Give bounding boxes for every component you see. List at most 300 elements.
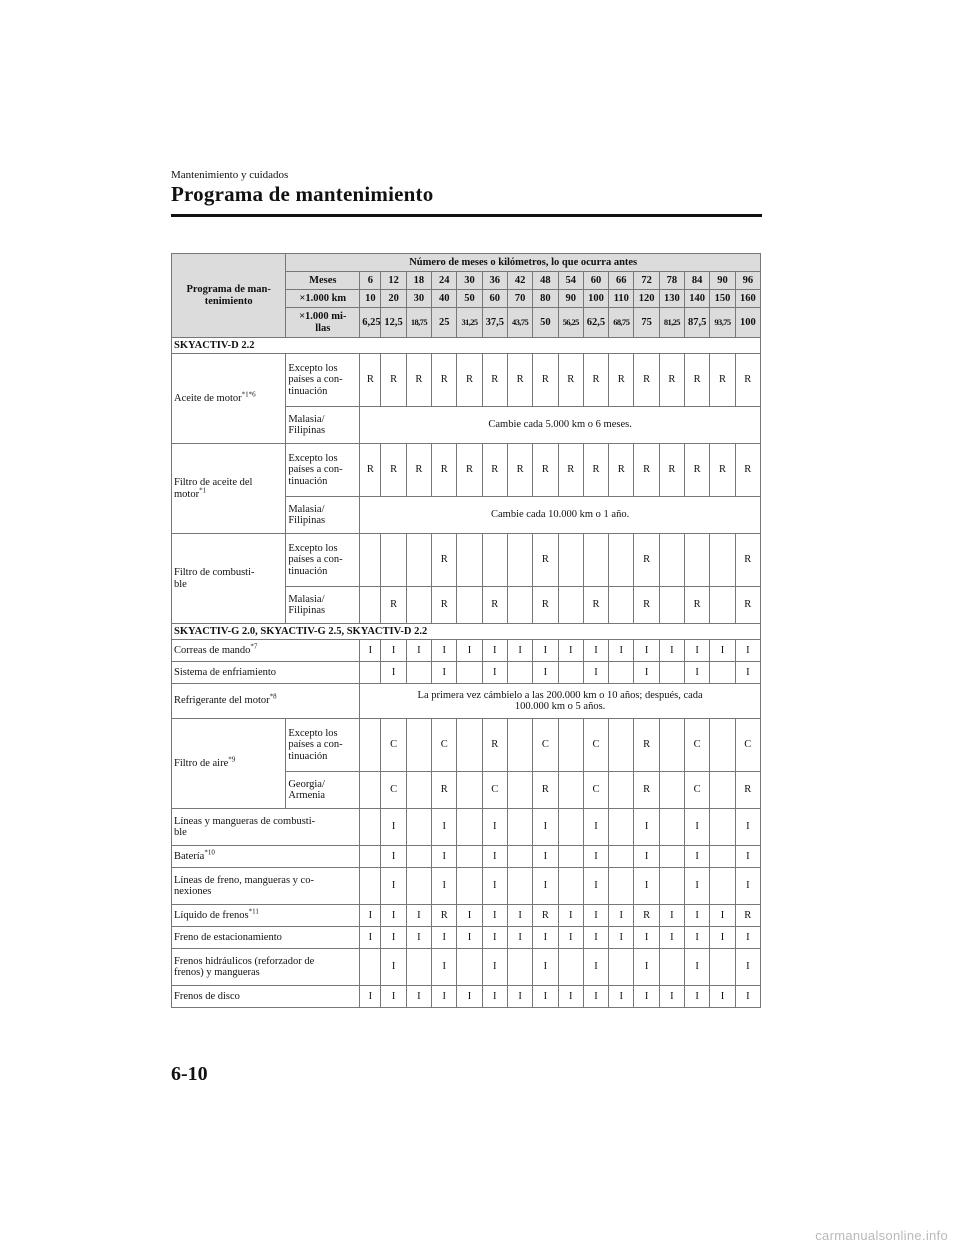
interval-cell: C [583,772,608,809]
interval-cell [558,719,583,772]
interval-cell: I [583,905,608,927]
interval-cell: I [659,927,684,949]
interval-cell [710,846,735,868]
row-label-correas: Correas de mando$^{*7}$ [172,640,360,662]
interval-cell: 56,25 [558,308,583,338]
interval-cell [558,587,583,624]
interval-cell: R [507,444,532,497]
interval-cell: I [533,809,558,846]
interval-cell [558,949,583,986]
row-label-bateria: Batería$^{*10}$ [172,846,360,868]
interval-cell: 30 [406,290,431,308]
interval-cell [659,868,684,905]
maintenance-schedule-table [171,253,761,1008]
interval-cell: I [583,868,608,905]
interval-cell: 72 [634,272,659,290]
interval-cell: R [381,354,406,407]
sub-excepto: Excepto los países a con- tinuación [286,719,360,772]
interval-cell [558,846,583,868]
interval-cell [558,662,583,684]
interval-cell [609,846,634,868]
interval-cell: I [735,868,760,905]
interval-cell: 90 [710,272,735,290]
interval-cell [482,534,507,587]
interval-cell [406,809,431,846]
interval-cell: I [533,640,558,662]
interval-cell: I [634,868,659,905]
interval-cell: R [710,444,735,497]
row-label-freno-estacionamiento: Freno de estacionamiento [172,927,360,949]
interval-cell [710,868,735,905]
interval-cell: I [360,640,381,662]
interval-cell: I [634,927,659,949]
row-label-refrigerante: Refrigerante del motor$^{*8}$ [172,684,360,719]
interval-cell [710,719,735,772]
interval-cell [507,534,532,587]
interval-cell: 150 [710,290,735,308]
row-label-filtro-combustible: Filtro de combusti- ble [172,534,286,624]
interval-cell: I [432,927,457,949]
meses-label: Meses [286,272,360,290]
interval-cell: R [533,534,558,587]
interval-cell: I [482,662,507,684]
interval-cell: R [583,444,608,497]
interval-cell [659,662,684,684]
interval-cell: 43,75 [507,308,532,338]
interval-cell: 10 [360,290,381,308]
interval-cell [507,719,532,772]
aceite-malasia-note: Cambie cada 5.000 km o 6 meses. [360,407,761,444]
interval-cell: I [735,949,760,986]
interval-cell: R [432,534,457,587]
interval-cell: R [735,587,760,624]
interval-cell: I [634,809,659,846]
interval-cell [360,662,381,684]
interval-cell: I [710,986,735,1008]
interval-cell: I [360,986,381,1008]
interval-cell [659,846,684,868]
interval-cell [360,809,381,846]
interval-cell [710,534,735,587]
interval-cell [360,534,381,587]
interval-cell [360,719,381,772]
section-header: Mantenimiento y cuidados [171,169,289,181]
interval-cell [507,868,532,905]
interval-cell [659,949,684,986]
interval-cell: I [558,640,583,662]
sub-excepto: Excepto los países a con- tinuación [286,354,360,407]
interval-cell: C [735,719,760,772]
interval-cell: I [533,868,558,905]
interval-cell: I [685,949,710,986]
interval-cell: 96 [735,272,760,290]
interval-cell [507,587,532,624]
interval-cell: R [360,444,381,497]
interval-cell: R [482,719,507,772]
interval-cell: C [482,772,507,809]
sub-malasia: Malasia/ Filipinas [286,407,360,444]
interval-cell [457,846,482,868]
interval-cell: R [558,444,583,497]
interval-cell: I [432,640,457,662]
interval-cell [457,868,482,905]
interval-cell [710,809,735,846]
interval-cell: 24 [432,272,457,290]
interval-cell: I [381,809,406,846]
interval-cell: I [710,927,735,949]
interval-cell: I [482,986,507,1008]
interval-cell: R [583,354,608,407]
interval-cell: I [482,640,507,662]
interval-cell: R [432,905,457,927]
interval-cell: 60 [583,272,608,290]
interval-cell: I [583,986,608,1008]
interval-cell: I [685,640,710,662]
interval-cell: C [381,719,406,772]
interval-cell: I [735,809,760,846]
interval-cell: I [533,986,558,1008]
interval-cell [406,662,431,684]
corner-header: Programa de man- tenimiento [172,254,286,338]
interval-cell [360,868,381,905]
interval-cell [685,534,710,587]
interval-cell: I [432,868,457,905]
interval-cell: R [558,354,583,407]
interval-cell: 87,5 [685,308,710,338]
sub-excepto: Excepto los países a con- tinuación [286,534,360,587]
interval-cell [457,534,482,587]
row-label-liquido-frenos: Líquido de frenos$^{*11}$ [172,905,360,927]
interval-cell: I [381,927,406,949]
interval-cell: I [381,640,406,662]
interval-cell: I [381,868,406,905]
interval-cell: I [583,662,608,684]
interval-cell: R [609,354,634,407]
interval-cell: 70 [507,290,532,308]
interval-cell: R [685,444,710,497]
interval-cell: 68,75 [609,308,634,338]
interval-cell: R [735,905,760,927]
interval-cell [457,772,482,809]
interval-cell: I [381,905,406,927]
interval-cell [457,949,482,986]
interval-cell: I [381,986,406,1008]
interval-cell: I [735,986,760,1008]
interval-cell: I [735,927,760,949]
interval-cell: I [507,905,532,927]
interval-cell [609,587,634,624]
sub-malasia: Malasia/ Filipinas [286,587,360,624]
interval-cell: R [457,444,482,497]
interval-cell: 50 [457,290,482,308]
interval-cell: I [432,986,457,1008]
interval-cell [507,949,532,986]
interval-cell: R [659,444,684,497]
interval-cell: R [432,587,457,624]
interval-cell: I [406,986,431,1008]
interval-cell: R [583,587,608,624]
interval-cell: I [432,662,457,684]
interval-cell: I [583,927,608,949]
interval-cell: I [381,662,406,684]
interval-cell: R [482,354,507,407]
interval-cell [659,772,684,809]
interval-cell: R [634,905,659,927]
row-label-enfriamiento: Sistema de enfriamiento [172,662,360,684]
row-label-frenos-disco: Frenos de disco [172,986,360,1008]
interval-cell: R [406,444,431,497]
interval-cell: R [533,354,558,407]
interval-cell: I [685,986,710,1008]
interval-cell [558,772,583,809]
interval-cell: I [685,905,710,927]
interval-cell [659,809,684,846]
interval-cell [457,662,482,684]
page-title: Programa de mantenimiento [171,182,434,206]
interval-cell: 18 [406,272,431,290]
interval-cell: 66 [609,272,634,290]
interval-cell: 25 [432,308,457,338]
interval-cell: I [507,927,532,949]
interval-cell: I [558,927,583,949]
interval-cell: 31,25 [457,308,482,338]
interval-cell: I [685,662,710,684]
interval-cell: I [609,640,634,662]
interval-cell [406,846,431,868]
interval-cell: I [507,640,532,662]
interval-cell: R [634,354,659,407]
interval-cell: I [533,846,558,868]
interval-cell: C [432,719,457,772]
interval-cell: R [533,587,558,624]
interval-cell: C [583,719,608,772]
interval-cell: 81,25 [659,308,684,338]
interval-cell: I [457,986,482,1008]
interval-cell: I [659,986,684,1008]
interval-cell: R [634,772,659,809]
interval-cell: I [710,905,735,927]
interval-cell [360,587,381,624]
interval-cell: R [634,444,659,497]
interval-cell: R [533,772,558,809]
interval-cell: R [735,354,760,407]
interval-cell [609,809,634,846]
interval-cell: 48 [533,272,558,290]
interval-cell [406,534,431,587]
interval-cell [406,772,431,809]
interval-cell: 6 [360,272,381,290]
interval-cell: I [406,640,431,662]
row-label-filtro-aceite: Filtro de aceite del motor$^{*1}$ [172,444,286,534]
interval-cell: R [533,444,558,497]
interval-cell: R [432,772,457,809]
interval-cell: C [685,719,710,772]
interval-cell: R [457,354,482,407]
interval-cell [457,587,482,624]
interval-cell [609,719,634,772]
interval-cell: 100 [735,308,760,338]
interval-cell: 120 [634,290,659,308]
interval-cell: I [533,662,558,684]
interval-cell [507,846,532,868]
interval-cell: I [634,949,659,986]
filtro-aceite-malasia-note: Cambie cada 10.000 km o 1 año. [360,497,761,534]
interval-cell: C [685,772,710,809]
interval-cell [360,949,381,986]
interval-cell: I [659,905,684,927]
interval-cell: 12,5 [381,308,406,338]
interval-cell: I [360,927,381,949]
interval-cell: 36 [482,272,507,290]
interval-cell: I [482,905,507,927]
interval-cell [558,534,583,587]
interval-cell: I [482,809,507,846]
interval-cell: R [360,354,381,407]
interval-cell: R [634,587,659,624]
interval-cell: 93,75 [710,308,735,338]
row-label-aceite-motor: Aceite de motor$^{*1*6}$ [172,354,286,444]
interval-cell: 78 [659,272,684,290]
interval-cell [710,662,735,684]
title-rule [171,214,762,217]
interval-cell [457,809,482,846]
section-skyactiv-d: SKYACTIV-D 2.2 [172,338,761,354]
interval-cell: R [533,905,558,927]
interval-cell: I [406,905,431,927]
interval-cell: I [583,949,608,986]
interval-cell [406,587,431,624]
interval-cell [360,772,381,809]
interval-cell: I [634,986,659,1008]
interval-cell [507,809,532,846]
interval-cell: 110 [609,290,634,308]
interval-cell: 18,75 [406,308,431,338]
interval-cell: I [381,949,406,986]
interval-cell: R [685,587,710,624]
page-number: 6-10 [171,1063,208,1085]
interval-cell: 84 [685,272,710,290]
interval-cell [609,949,634,986]
interval-cell: I [634,640,659,662]
interval-cell: I [735,846,760,868]
interval-cell [558,809,583,846]
interval-cell: R [482,587,507,624]
interval-cell: I [533,927,558,949]
top-header: Número de meses o kilómetros, lo que ocurra antes [286,254,761,272]
interval-cell: I [710,640,735,662]
interval-cell: I [659,640,684,662]
interval-cell: R [634,719,659,772]
interval-cell [609,868,634,905]
sub-georgia: Georgia/ Armenia [286,772,360,809]
interval-cell: 20 [381,290,406,308]
interval-cell: 100 [583,290,608,308]
interval-cell: 62,5 [583,308,608,338]
sub-malasia: Malasia/ Filipinas [286,497,360,534]
interval-cell: 37,5 [482,308,507,338]
interval-cell: R [406,354,431,407]
interval-cell: R [609,444,634,497]
interval-cell: 30 [457,272,482,290]
interval-cell [406,719,431,772]
row-label-lineas-freno: Líneas de freno, mangueras y co- nexiones [172,868,360,905]
interval-cell: 60 [482,290,507,308]
interval-cell: I [634,846,659,868]
section-skyactiv-g: SKYACTIV-G 2.0, SKYACTIV-G 2.5, SKYACTIV-D 2.2 [172,624,761,640]
interval-cell: I [583,846,608,868]
interval-cell: I [685,927,710,949]
interval-cell: R [381,444,406,497]
interval-cell: R [634,534,659,587]
interval-cell: I [482,949,507,986]
interval-cell: 130 [659,290,684,308]
interval-cell: I [457,927,482,949]
interval-cell: I [558,986,583,1008]
interval-cell [609,772,634,809]
interval-cell: 6,25 [360,308,381,338]
interval-cell: I [583,640,608,662]
interval-cell [659,587,684,624]
interval-cell [558,868,583,905]
interval-cell: R [735,444,760,497]
interval-cell: 90 [558,290,583,308]
interval-cell: R [507,354,532,407]
interval-cell: I [482,846,507,868]
interval-cell: I [507,986,532,1008]
interval-cell [360,846,381,868]
interval-cell [507,772,532,809]
millas-label: ×1.000 mi- llas [286,308,360,338]
interval-cell: R [735,772,760,809]
interval-cell: C [533,719,558,772]
interval-cell [710,587,735,624]
interval-cell: I [685,868,710,905]
interval-cell [406,868,431,905]
interval-cell [659,534,684,587]
interval-cell: I [432,846,457,868]
watermark: carmanualsonline.info [815,1228,948,1243]
interval-cell [710,772,735,809]
interval-cell: 40 [432,290,457,308]
interval-cell: I [432,809,457,846]
interval-cell: 140 [685,290,710,308]
interval-cell: I [685,846,710,868]
interval-cell: 160 [735,290,760,308]
row-label-filtro-aire: Filtro de aire$^{*9}$ [172,719,286,809]
interval-cell [381,534,406,587]
interval-cell: I [482,927,507,949]
interval-cell: I [533,949,558,986]
interval-cell [507,662,532,684]
interval-cell: I [457,905,482,927]
interval-cell: I [609,986,634,1008]
interval-cell: I [735,662,760,684]
interval-cell [609,662,634,684]
interval-cell: I [634,662,659,684]
interval-cell [659,719,684,772]
interval-cell: 12 [381,272,406,290]
interval-cell: 80 [533,290,558,308]
sub-excepto: Excepto los países a con- tinuación [286,444,360,497]
interval-cell: I [482,868,507,905]
interval-cell: I [685,809,710,846]
interval-cell: 54 [558,272,583,290]
interval-cell [710,949,735,986]
interval-cell: I [583,809,608,846]
interval-cell: 42 [507,272,532,290]
interval-cell [609,534,634,587]
interval-cell: R [482,444,507,497]
